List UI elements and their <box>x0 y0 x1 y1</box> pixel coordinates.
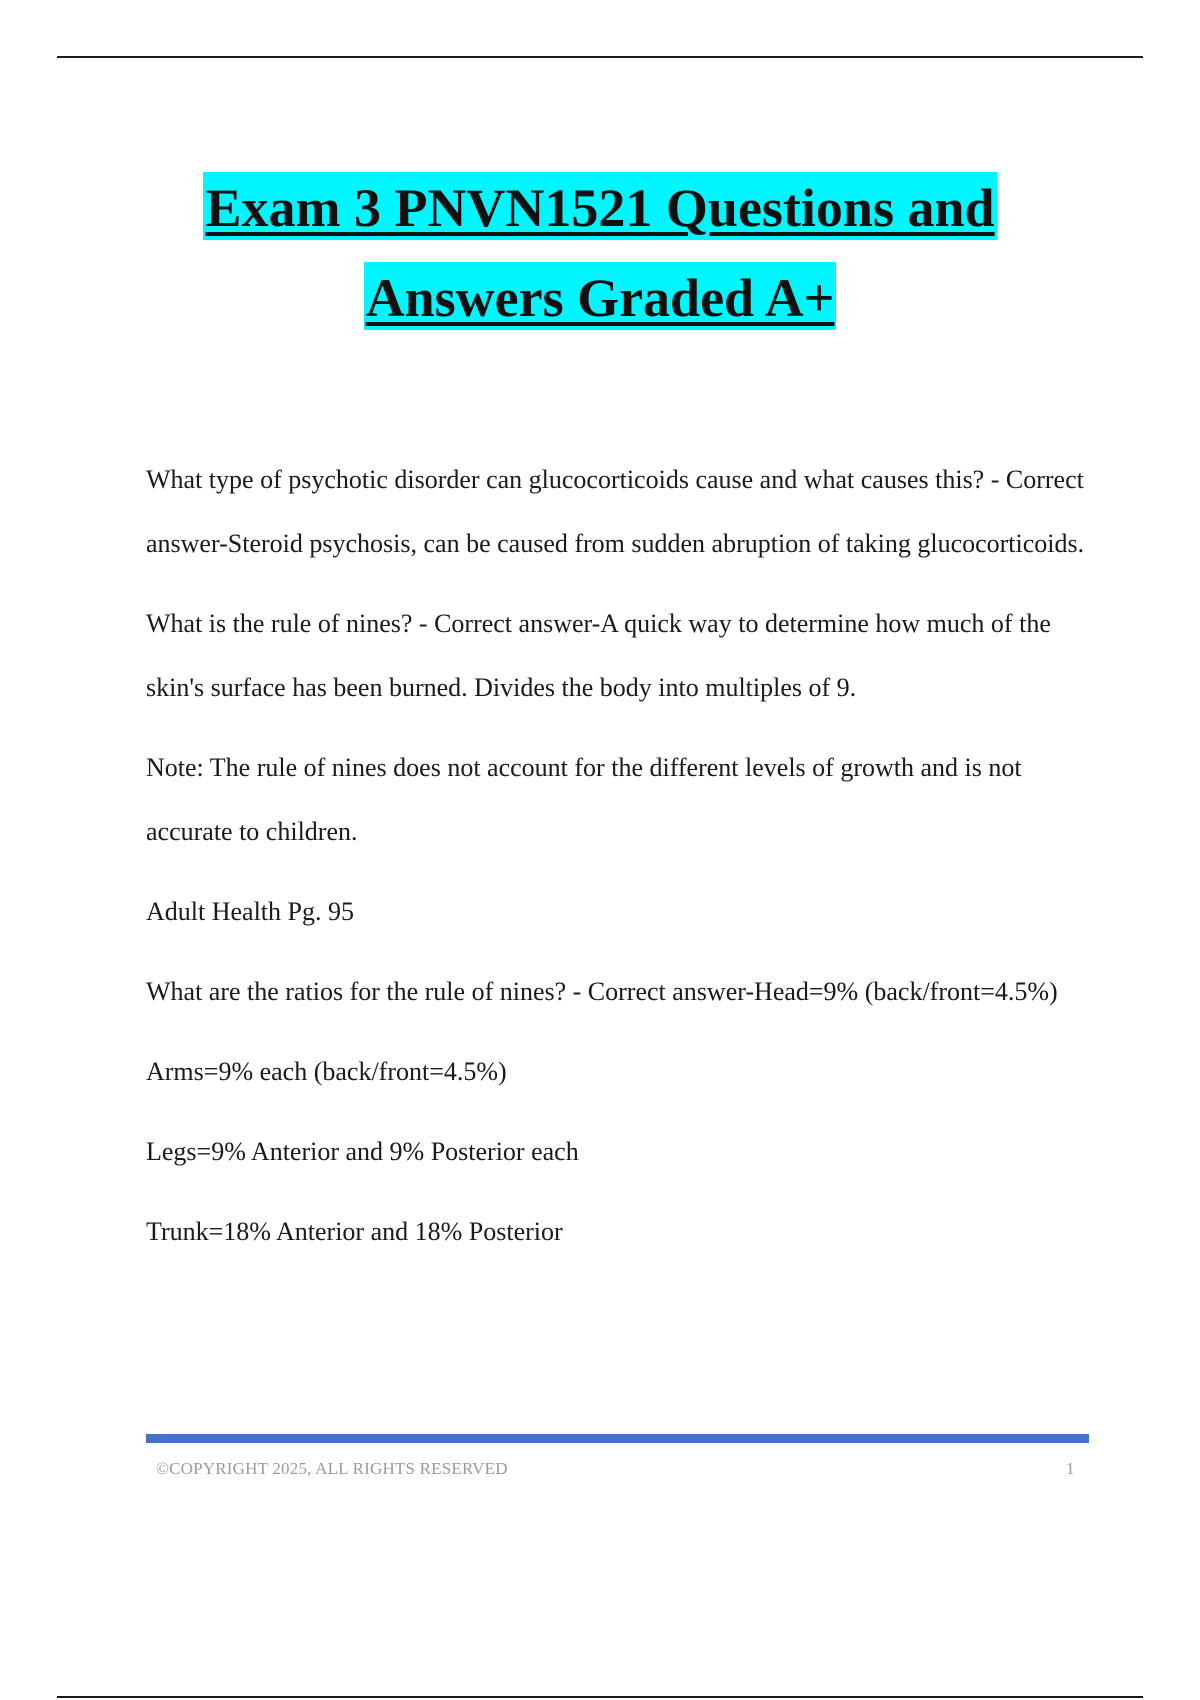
footer-bar <box>146 1434 1089 1443</box>
bottom-rule <box>57 1696 1143 1698</box>
paragraph-legs: Legs=9% Anterior and 9% Posterior each <box>146 1137 579 1166</box>
document-title <box>0 172 1200 330</box>
title-line-1: Exam 3 PNVN1521 Questions and <box>203 172 996 240</box>
footer-page-number: 1 <box>1066 1459 1075 1478</box>
paragraph-note: Note: The rule of nines does not account for the different levels of growth and is not accurate to children. <box>146 753 1022 846</box>
paragraph-trunk: Trunk=18% Anterior and 18% Posterior <box>146 1217 563 1246</box>
footer-copyright: ©COPYRIGHT 2025, ALL RIGHTS RESERVED <box>156 1459 508 1478</box>
title-line-2: Answers Graded A+ <box>364 262 837 330</box>
paragraph-rule-of-nines: What is the rule of nines? - Correct answer-A quick way to determine how much of the skin's surface has been burned. Divides the body into multiples of 9. <box>146 609 1051 702</box>
document-body <box>146 448 1096 1280</box>
top-rule <box>57 56 1143 58</box>
paragraph-ratios: What are the ratios for the rule of nines? - Correct answer-Head=9% (back/front=4.5%) <box>146 977 1058 1006</box>
paragraph-arms: Arms=9% each (back/front=4.5%) <box>146 1057 507 1086</box>
paragraph-reference: Adult Health Pg. 95 <box>146 897 354 926</box>
paragraph-steroid-psychosis: What type of psychotic disorder can glucocorticoids cause and what causes this? - Correct answer-Steroid psychosis, can be caused from sudden abruption of taking glucocorticoids. <box>146 465 1085 558</box>
